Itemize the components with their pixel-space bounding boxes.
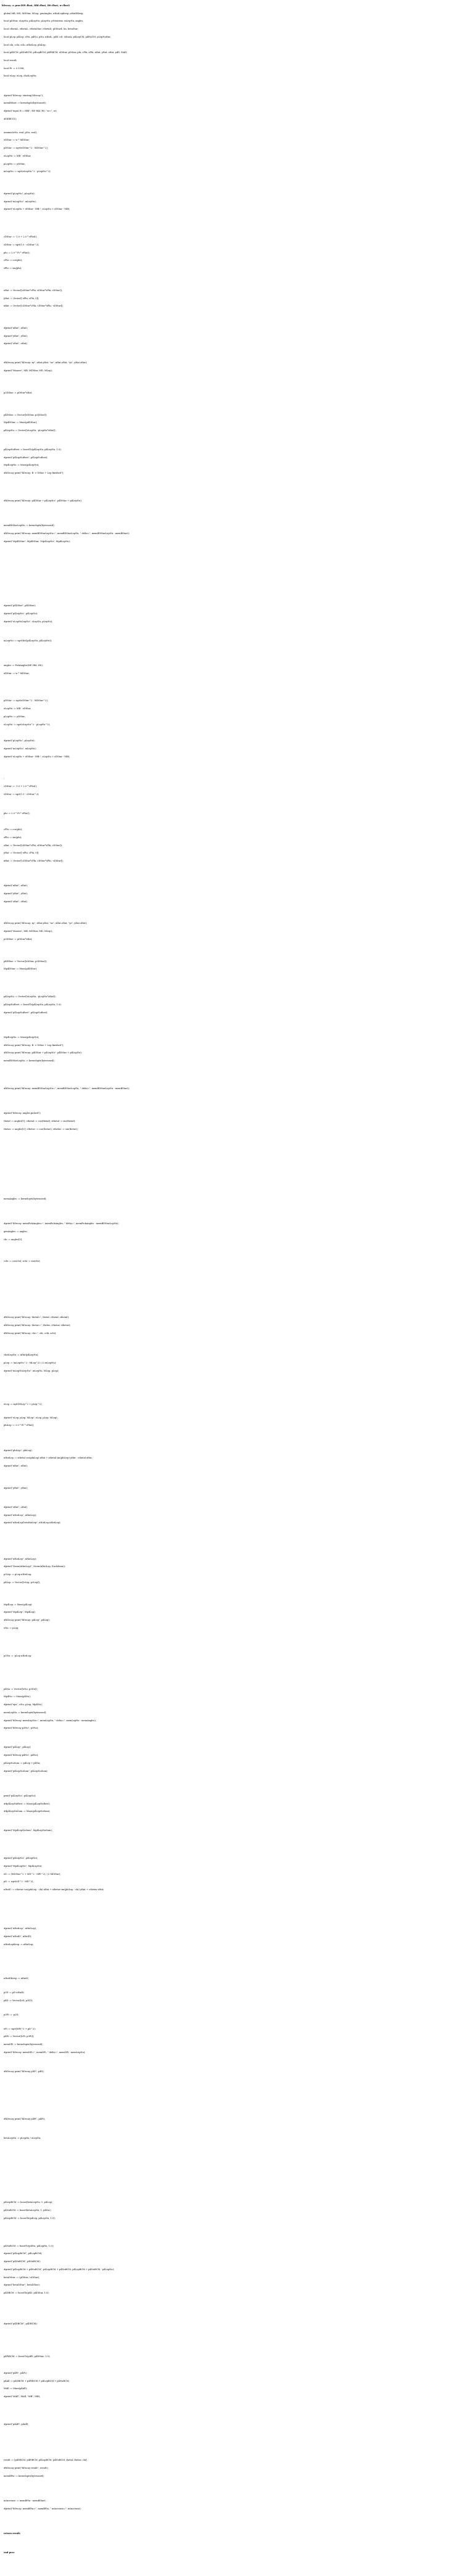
code-line: memBStart := kernelopts(bytesused); bbox=[4, 102, 47, 105]
code-line: #print("p4LepNuSum", p4LepNuSum); bbox=[4, 1769, 48, 1772]
code-line: #print("Mp4LepNu", Mp4LepNu); bbox=[4, 1864, 43, 1867]
code-line: sPhi := sin(phi); bbox=[4, 836, 22, 839]
code-line: #print("nHatLep", nHatLep); bbox=[4, 1557, 37, 1560]
code-line: p3Lep := pLep nHatLep; bbox=[4, 1573, 32, 1576]
code-line: #print("xHat", xHat); bbox=[4, 1464, 28, 1467]
code-line: pLep := (mLepNu^2 - MLep^2) / (2 mLepNu); bbox=[4, 1362, 57, 1364]
code-line: sDStar := sqrt(1.0 - cDStar^2); bbox=[4, 792, 40, 796]
code-line: p3D := pD nHatD; bbox=[4, 1991, 25, 1994]
code-line: memBDStarLepNu := kernelopts(bytesused); bbox=[4, 524, 55, 527]
code-line: cDStar := -1.0 + 2.0 * rFlat(); bbox=[4, 784, 38, 788]
code-line: #print("zHat", zHat); bbox=[4, 1505, 28, 1508]
code-line: yHat := Vector([-sPhi, cPhi, 0]); bbox=[4, 852, 40, 855]
code-line: ; bbox=[4, 777, 5, 780]
code-line: mIncrease := memBFin - memBStart; bbox=[4, 2500, 46, 2503]
code-line: #bDecay print("bDecay: p4Lep", p4Lep); bbox=[4, 1619, 50, 1622]
code-line: p4LepNuSum := p4Lep + p4Nu; bbox=[4, 1761, 41, 1764]
code-line: #print("p4Lep", p4Lep); bbox=[4, 1746, 31, 1749]
code-line: memDPi := kernelopts(bytesused); bbox=[4, 2043, 43, 2046]
code-line: local chi, cchi, schi, nHatLep, phiLep; bbox=[4, 43, 46, 46]
code-line: #print("bDecay p4Nu", p4Nu); bbox=[4, 1754, 39, 1757]
code-line: ePi := sqrt(MPi^2 + pD^2); bbox=[4, 2027, 36, 2030]
code-line: Mp4Lep := Mass(p4Lep); bbox=[4, 1603, 33, 1606]
code-line: p4PiBCM := boostTo(p4Pi, p4DStar, 1.0); bbox=[4, 2355, 51, 2358]
code-line: #print("p4LepBCM + p4NuBCM", p4LepBCM + p4NuBCM, p4LepBCM + p4NuBCM - p4LepNu); bbox=[4, 2268, 115, 2271]
code-line: #dp4LepNuRest := Mass(p4LepNuRest); bbox=[4, 1802, 51, 1805]
code-line: pLepNu := pDStar; bbox=[4, 162, 26, 165]
code-line: #print("bDecay: memPickAngles=", memPickAngles, " delta=", memPickAngles - memBDStarLepNu); bbox=[4, 1222, 119, 1225]
code-line: memBDStarLepNu := kernelopts(bytesused); bbox=[4, 1060, 55, 1062]
code-line: pDStar := sqrt(eDStar^2 - MDStar^2); bbox=[4, 147, 48, 149]
code-line: #print("eLepNu + eDStar - MB:", eLepNu + eDStar - MB); bbox=[4, 755, 70, 758]
code-line: #print("yHat", yHat); bbox=[4, 892, 28, 895]
code-line: eLepNu := MB - eDStar; bbox=[4, 707, 31, 710]
code-line: p4DBCM := boostTo(p4D, p4DStar, 1.0); bbox=[4, 2291, 49, 2294]
code-line: #print("xHat", xHat); bbox=[4, 326, 28, 329]
code-line: cPhi := cos(phi); bbox=[4, 828, 23, 831]
code-line: #print("pLepNu", pLepNu); bbox=[4, 192, 35, 195]
code-line: #print("input H = HBI", HP, Hbl, H0, "w=", w); bbox=[4, 109, 57, 112]
code-line: p4Nu := Vector([eNu, p3Nu]); bbox=[4, 1687, 38, 1690]
code-line: #print("bDecay: starting bDecay"); bbox=[4, 94, 44, 97]
code-line: yHat := Vector([-sPhi, cPhi, 0]); bbox=[4, 297, 40, 300]
code-line: #print("yHat", yHat); bbox=[4, 1486, 28, 1489]
code-line: print("p4LepNu", p4LepNu); bbox=[4, 1794, 36, 1797]
code-line: p4DStar := Vector([eDStar, p3DStar]); bbox=[4, 413, 48, 416]
code-line: #bDecay print("bDecay: p4DStar + p4LepNu", p4DStar + p4LepNu); bbox=[4, 1051, 82, 1055]
code-line: #print("eLepNu + eDStar - MB:", eLepNu + eDStar - MB); bbox=[4, 208, 70, 211]
code-line: pLepNu := pDStar; bbox=[4, 715, 26, 718]
code-line: #bDecay print("bDecay: B -> DStar + Lep finished"); bbox=[4, 472, 64, 475]
code-line: Mp4DStar := Mass(p4DStar); bbox=[4, 968, 38, 971]
code-line: #bDecay print("bDecay: thetav=", thetav, cthetav, sthetav); bbox=[4, 1323, 71, 1327]
code-line: #print("p4LepNu", p4LepNu); bbox=[4, 612, 38, 615]
code-line: sPhi := sin(phi); bbox=[4, 267, 22, 270]
code-line: #bDecay print("bDecay: xy", xHat.yHat, "xz", xHat.zHat, "yz", yHat.zHat); bbox=[4, 361, 88, 364]
code-line: local p4DCM, p4NuBCM, p4LepBCM, p4PiBCM, eDStar, pDStar, phi, cPhi, sPhi, xHat, yHat, zHat, p4D, MAll; bbox=[4, 51, 127, 54]
code-line: nHatDKeep := nHatD; bbox=[4, 1977, 29, 1980]
code-line: zHat := Vector([sDStar*cPhi, sDStar*sPhi, cDStar]); bbox=[4, 289, 63, 292]
code-line: local pLep, p4Lep, eNu, p4Nu, pNu, nHatL, p4D, eD, eStarA, p4LepCM, p4NuCM, pLepNuHat; bbox=[4, 35, 111, 38]
code-line: #print("nHatLepDotnHatLep", nHatLep.nHatLep); bbox=[4, 1521, 61, 1525]
code-line: sDStar := sqrt(1.0 - cDStar^2); bbox=[4, 243, 40, 246]
code-line: p4Lep := Vector([eLep, p3Lep]); bbox=[4, 1581, 41, 1584]
code-line: #print("nHatD", nHatD); bbox=[4, 1935, 32, 1938]
code-line: #print("p4Pi", p4Pi); bbox=[4, 2371, 27, 2374]
code-line: nHatLep := sthetal cos(phiLep) xHat + sthetal sin(phiLep) yHat - cthetal zHat; bbox=[4, 1457, 93, 1460]
code-line: eLepNu := sqrt(eLepNu^2 - pLepNu^2); bbox=[4, 723, 51, 726]
code-line: chi := angles[3]; bbox=[4, 1238, 23, 1241]
code-line: #print("xHat", xHat); bbox=[4, 884, 28, 887]
code-line: betaLepNu := pLepNu / eLepNu; bbox=[4, 2136, 41, 2139]
code-line: #bDecay print("bDecay: memBDStarLepNu=", memBDStarLepNu, " delta=", memBDStarLepNu - memBStart); bbox=[4, 532, 130, 535]
code-line: #print("p4LepNuRest", p4LepNuRest); bbox=[4, 1011, 48, 1014]
code-line: xHat := Vector([cDStar*cPhi, cDStar*sPhi, -sDStar]); bbox=[4, 860, 64, 862]
code-line: #print("Mp4DStar", Mp4DStar, "Mp4LepNu", Mp4LepNu); bbox=[4, 540, 70, 543]
code-line: p3DStar := pDStar*zHat; bbox=[4, 391, 33, 394]
code-line: eLepNu := MB - eDStar; bbox=[4, 154, 31, 157]
code-line: phiLep := 2.0 * Pi * rFlat(); bbox=[4, 1424, 35, 1427]
code-line: #print("p4All", p4All); bbox=[4, 2422, 29, 2426]
code-line: #bDecay print("bDecay p4Pi", p4Pi); bbox=[4, 2117, 46, 2120]
code-line: #print("bDecay: memBFin=", memBFin, " mIncrease=", mIncrease); bbox=[4, 2507, 81, 2510]
code-line: #print("Mp4LepNuSum", Mp4LepNuSum); bbox=[4, 1829, 52, 1832]
code-line: thetal := angles[1]; cthetal := cos(thetal); sthetal := sin(thetal); bbox=[4, 1119, 76, 1122]
code-line: Mp4DStar := Mass(p4DStar); bbox=[4, 421, 38, 424]
code-line: #print("nHatLep", nHatLep); bbox=[4, 1927, 37, 1930]
code-line: eDStar := w * MDStar; bbox=[4, 139, 30, 142]
code-line: MAll := Mass(p4All); bbox=[4, 2387, 28, 2390]
code-line: #print("zHat", zHat); bbox=[4, 900, 28, 903]
code-line: eDStar := w * MDStar; bbox=[4, 672, 30, 675]
code-line: betaDStar := (pDStar / eDStar); bbox=[4, 2276, 40, 2279]
code-line: #bDecay print("bDecay p4D", p4D); bbox=[4, 2070, 44, 2073]
code-line: #print("p4DStar", p4DStar); bbox=[4, 604, 36, 607]
code-line: #print("nHatLep", nHatLep); bbox=[4, 1513, 37, 1516]
code-line: result := [p4DBCM, p4PiBCM, p4LepBCM, p4NuBCM, thetal, thetav, chi]; bbox=[4, 2459, 88, 2462]
code-line: p4LepNu := Vector([eLepNu, -pLepNu*zHat]); bbox=[4, 429, 56, 432]
code-line: #print("zHat", zHat); bbox=[4, 342, 28, 345]
code-line: p3Nu := -pLep nHatLep; bbox=[4, 1654, 32, 1657]
code-line: local cthetaL, sthetaL, cthetaStar, cthetaD, pDStar4, lm, betaStar; bbox=[4, 28, 78, 31]
code-line: p3Pi := -p3D; bbox=[4, 2013, 19, 2016]
code-line: global MB, MD, MDStar, MLep, genAngles, nHatLepKeep, nHatDKeep; bbox=[4, 12, 84, 15]
code-line: zHat := Vector([sDStar*cPhi, sDStar*sPhi, cDStar]); bbox=[4, 844, 63, 847]
code-line: #print("p4LepNuRest", p4LepNuRest); bbox=[4, 456, 48, 459]
code-line: p4LepNuRest := boostTo(p4LepNu, p4LepNu, 1.0); bbox=[4, 1003, 62, 1006]
code-line: memAngles := kernelopts(bytesused); bbox=[4, 1198, 47, 1200]
code-line: #print("bDecay: memDPi=", memDPi, " delta=", memDPi - memLepNu); bbox=[4, 2051, 86, 2054]
code-line: #print("mLepNu", mLepNu); bbox=[4, 200, 36, 203]
code-line: eD := (MDStar^2 + MD^2 - MPi^2) / (2 MDStar); bbox=[4, 1872, 61, 1875]
proc-signature: bDecay := proc(HP::float, Hbl::float, H0::float, w::float) bbox=[2, 4, 70, 7]
code-line: mLepNu := sqrt(dot(p4LepNu, p4LepNu)); bbox=[4, 639, 52, 642]
code-line: #print("Norm(nHatLep)", Norm(nHatLep, Euclidean)); bbox=[4, 1565, 66, 1568]
code-line: eNu := pLep; bbox=[4, 1626, 19, 1629]
code-line: cchi := cos(chi); schi := sin(chi); bbox=[4, 1260, 41, 1263]
code-line: angles := PickAngles(HP, Hbl, H0); bbox=[4, 664, 43, 667]
code-line: #bDecay print("bDecay: chi=", chi, cchi, schi); bbox=[4, 1331, 57, 1335]
code-line: #bDecay print("bDecay: p4DStar + p4LepNu", p4DStar + p4LepNu); bbox=[4, 499, 82, 502]
code-line: #print("Masses", MB, MDStar, MD, MLep); bbox=[4, 930, 53, 933]
code-line: #print("betaDStar", betaDStar); bbox=[4, 2284, 40, 2287]
code-line: p4Pi := Vector([ePi, p3Pi]); bbox=[4, 2035, 35, 2038]
code-line: #print("pLepNu", pLepNu); bbox=[4, 739, 35, 742]
code-line: #print("bDecay p3Nu", p3Nu); bbox=[4, 1727, 39, 1730]
code-line: #bDecay print("bDecay result", result); bbox=[4, 2467, 49, 2470]
code-line: mLepNu := sqrt(eLepNu^2 - pLepNu^2); bbox=[4, 170, 51, 173]
code-line: #print("p4LepNu", p4LepNu); bbox=[4, 1857, 38, 1859]
code-line: p4LepNu := Vector([eLepNu, -pLepNu*zHat]); bbox=[4, 995, 56, 998]
code-line: #print("bDecay: memLepNu=", memLepNu, " delta=", memLepNu - memAngles); bbox=[4, 1719, 97, 1722]
code-line: p4D := Vector([eD, p3D]); bbox=[4, 1999, 33, 2002]
code-line: pD := sqrt(eD^2 - MD^2); bbox=[4, 1880, 34, 1883]
code-line: Mp4LepNu := Mass(p4LepNu); bbox=[4, 464, 40, 467]
code-line: #print("Mp4Lep", Mp4Lep); bbox=[4, 1611, 36, 1614]
code-line: phi := 2.0 * Pi * rFlat(); bbox=[4, 251, 30, 254]
code-line: Mp4Nu := Mass(p4Nu); bbox=[4, 1695, 31, 1698]
code-line: local Pi := 0.1396; bbox=[4, 67, 25, 70]
code-line: p4NuBCM := boostTo(p4Nu, p4LepNu, 1.0); bbox=[4, 2244, 54, 2247]
code-line: #bDecay print("bDecay: memBDStarLepNu=", memBDStarLepNu, " delta=", memBDStarLepNu - memBStart); bbox=[4, 1087, 130, 1090]
end-proc: end proc bbox=[4, 2551, 15, 2554]
code-line: cPhi := cos(phi); bbox=[4, 259, 23, 262]
code-line: local pDStar, eLepNu, p4LepNu, pLepNu, pNeutrino, mLepNu, angles; bbox=[4, 20, 84, 23]
code-line: p4LepBCM := boost(betaLepNu, 1, p4Lep); bbox=[4, 2201, 53, 2204]
code-line: #print("p4LepBCM", p4LepBCM); bbox=[4, 2252, 43, 2255]
code-line: xHat := Vector([cDStar*cPhi, cDStar*sPhi, -sDStar]); bbox=[4, 305, 64, 308]
code-line: genAngles := angles; bbox=[4, 1230, 28, 1233]
code-line: #print("yHat", yHat); bbox=[4, 334, 28, 337]
code-line: #print("eps", eNu, pLep, Mp4Nu); bbox=[4, 1703, 43, 1706]
code-line: p4LepNuRest := boostTo(p4LepNu, p4LepNu, 1.0); bbox=[4, 448, 62, 451]
code-line: p4All := p4DBCM + p4PiBCM + p4LepBCM + p4NuBCM; bbox=[4, 2379, 70, 2382]
code-line: eLep := sqrt(MLep^2 + pLep^2); bbox=[4, 1402, 43, 1405]
code-line: #DEBUG(); bbox=[4, 117, 17, 120]
code-line: local result; bbox=[4, 59, 17, 62]
code-line: #print("p4DBCM", p4DBCM); bbox=[4, 2322, 38, 2325]
code-line: #print("eLepNuLepNu", eLepNu, pLepNu); bbox=[4, 620, 53, 623]
code-line: chatLepNu := nHat(p4LepNu); bbox=[4, 1354, 39, 1357]
code-line: #print("mLepNu", mLepNu); bbox=[4, 747, 36, 750]
code-line: #bDecay print("bDecay: xy", xHat.yHat, "xz", xHat.zHat, "yz", yHat.zHat); bbox=[4, 922, 88, 925]
code-line: #print("eLep, pLep, MLep", eLep, pLep, MLep); bbox=[4, 1416, 58, 1419]
code-line: p4LepBCM := boostTo(p4Lep, p4LepNu, 1.0); bbox=[4, 2216, 56, 2220]
code-line: Mp4LepNu := Mass(p4LepNu); bbox=[4, 1035, 40, 1039]
code-line: #bDecay print("bDecay: thetal=", thetal, cthetal, sthetal); bbox=[4, 1316, 69, 1319]
code-line: #print("p4NuBCM", p4NuBCM); bbox=[4, 2260, 41, 2263]
code-line: cDStar := -1.0 + 2.0 * rFlat(); bbox=[4, 236, 38, 239]
code-line: pDStar := sqrt(eDStar^2 - MDStar^2); bbox=[4, 699, 48, 702]
code-line: memBFin := kernelopts(bytesused); bbox=[4, 2474, 44, 2477]
code-line: return result; bbox=[4, 2532, 21, 2535]
code-line: p4DStar := Vector([eDStar, p3DStar]); bbox=[4, 960, 48, 963]
code-line: phi := 2.0 * Pi * rFlat(); bbox=[4, 812, 30, 815]
code-line: #bDecay print("bDecay: B -> DStar + Lep finished"); bbox=[4, 1043, 64, 1047]
code-line: #print("mLepNuLepNu", mLepNu, MLep, pLep); bbox=[4, 1369, 59, 1372]
code-line: memLepNu := kernelopts(bytesused); bbox=[4, 1711, 47, 1714]
code-line: #dp4LepNuSum := Mass(p4LepNuSum); bbox=[4, 1810, 51, 1813]
code-line: local eLep, eLep, chatLepNu; bbox=[4, 75, 37, 78]
code-line: #print("phiLep", phiLep); bbox=[4, 1449, 33, 1452]
code-line: p4NuBCM := boost(betaLepNu, 1, p4Nu); bbox=[4, 2209, 51, 2212]
code-line: assume(eNu, real, pNu, real); bbox=[4, 131, 38, 134]
code-line: #print("Masses", MB, MDStar, MD, MLep); bbox=[4, 369, 53, 372]
code-line: p3DStar := pDStar*zHat; bbox=[4, 937, 33, 940]
code-line: nHatD := cthetav cos(phiLep - chi) xHat + sthetav sin(phiLep - chi) yHat + cthetav zHat; bbox=[4, 1888, 104, 1891]
code-line: nHatLepKeep := nHatLep; bbox=[4, 1943, 34, 1946]
code-line: #print("MAll", MAll, "MB", MB); bbox=[4, 2395, 41, 2398]
code-line: thetav := angles[2]; cthetav := cos(thetav); sthetav := sin(thetav); bbox=[4, 1127, 78, 1130]
code-line: #print("bDecay: angles picked"); bbox=[4, 1112, 41, 1114]
